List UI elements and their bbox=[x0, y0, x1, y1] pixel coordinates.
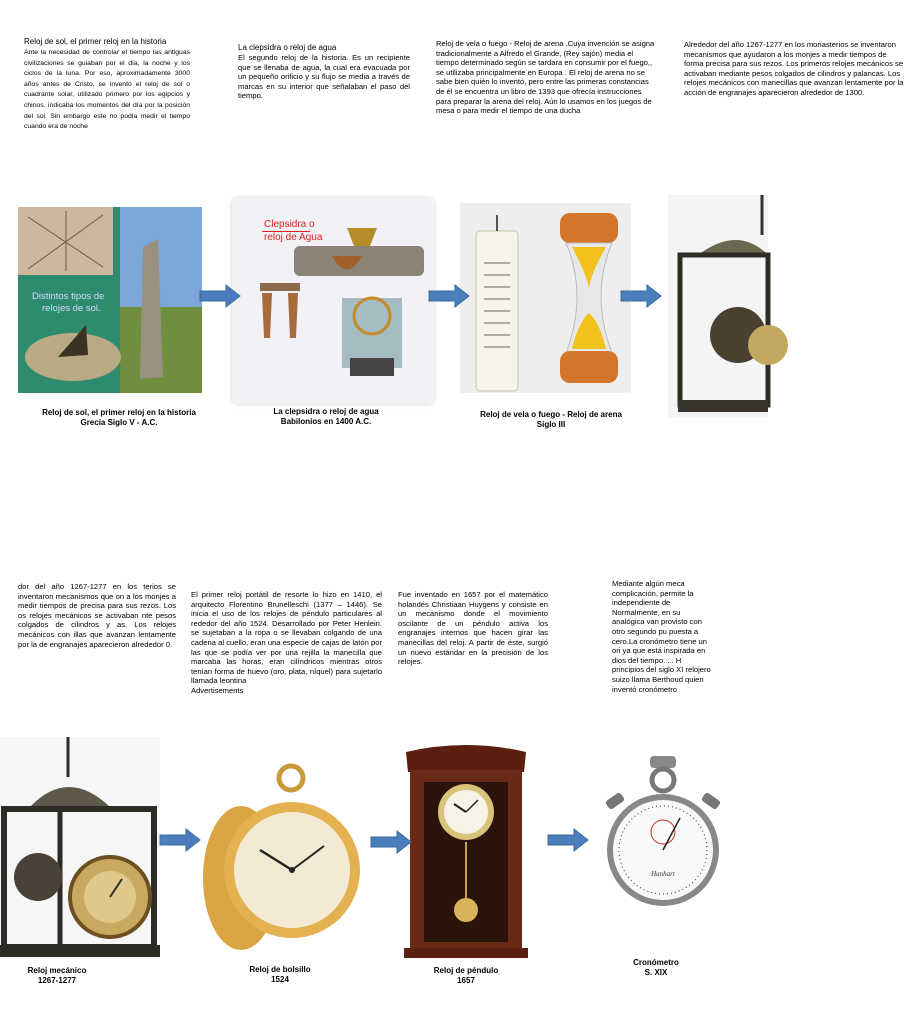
body-pocket: El primer reloj portátil de resorte lo hizo en 1410, el arquitecto Florentino Brunelleschi (1377 – 1446). Se inicia el uso de los relojes de péndulo particulares al rededor del año 1524. Desarrollado por Peter Henlein. se sujetaban a la ropa o se llevaban colgando de una cadena al cuello, eran una especie de cajas de latón por las que se podía ver por una rejilla la manecilla que marcaba las horas, eran cilíndricos mientras otros tenían forma de huevo (oro, plata, níquel) para sujetarlo llamada leontina bbox=[191, 590, 382, 686]
caption-clepsydra-line2: Babilonios en 1400 A.C. bbox=[280, 417, 372, 426]
caption-mechanical bbox=[12, 966, 102, 986]
text-chronometer bbox=[612, 579, 714, 729]
text-clepsydra bbox=[238, 43, 410, 113]
caption-clepsydra bbox=[236, 407, 416, 427]
caption-chronometer-line1: Cronómetro bbox=[633, 958, 679, 967]
clepsydra-label-1: Clepsidra o bbox=[264, 219, 315, 230]
sundial-label-1: Distintos tipos de bbox=[32, 291, 105, 302]
pocket-watch-image bbox=[196, 748, 372, 956]
caption-pocket-line2: 1524 bbox=[271, 975, 289, 984]
arrow-right-icon bbox=[429, 285, 469, 307]
arrow-right-icon bbox=[160, 829, 200, 851]
caption-candle-line2: Siglo III bbox=[536, 420, 566, 429]
arrow-right-icon bbox=[548, 829, 588, 851]
body-pendulum: Fue inventado en 1657 por el matemático holandés Christiaan Huygens y consiste en un mecanismo donde el movimiento oscilante de un péndulo activa los engranajes internos que hacen girar las manecillas del reloj. A partir de éste, surgió un nuevo estándar en la precisión de los relojes. bbox=[398, 590, 548, 667]
body-candle: Reloj de vela o fuego - Reloj de arena .Cuya invención se asigna tradicionalmente a Alfredo el Grande, (Rey sajón) media el tiempo determinado según se tardara en consumir por el fuego,, se utilizaba principalmente en Europa . El reloj de arena no se sabe bien quién lo inventó, pero entre las primeras constancias de él se encuentra un libro de 1393 que ofrecía instrucciones para preparar la arena del reloj. Aún lo usamos en los juegos de mesa o para medir el tiempo de una ducha bbox=[436, 39, 655, 116]
pendulum-clock-image bbox=[404, 742, 528, 958]
arrow-right-icon bbox=[371, 831, 411, 853]
title-clepsydra: La clepsidra o reloj de agua bbox=[238, 43, 337, 52]
caption-sundial-line2: Grecia Siglo V - A.C. bbox=[80, 418, 158, 427]
caption-pocket bbox=[226, 965, 334, 985]
body-chronometer: Mediante algún meca complicación, permite la independiente de Normalmente, en su analógica van provisto con otro segundo pu puesta a cero.La cronómetro tiene un ori ya que está inspirada en dios del tiempo. ... H principios del siglo XI relojero suizo llama Berthoud quien inventó cronómetro bbox=[612, 579, 711, 694]
text-mechanical-cut bbox=[684, 40, 904, 140]
caption-clepsydra-line1: La clepsidra o reloj de agua bbox=[273, 407, 379, 416]
clepsydra-label-2: reloj de Agua bbox=[264, 232, 323, 243]
body-sundial: Ante la necesidad de controlar el tiempo las antiguas civilizaciones se guiaban por el día, la noche y los ciclos de la luna. Por eso, aproximadamente 3000 años antes de Cristo, se inventó el reloj de sol o cuadrante solar, utilizado primero por los egipcios y chinos. indicaba los momentos del día por la posición del sol. Sin embargo este no podía medir el tiempo cuando era de noche bbox=[24, 49, 190, 131]
mechanical-clock-image bbox=[0, 737, 160, 959]
caption-candle-line1: Reloj de vela o fuego - Reloj de arena bbox=[480, 410, 622, 419]
clepsydra-image bbox=[232, 198, 434, 404]
text-candle bbox=[436, 39, 658, 134]
body-mechanical: dor del año 1267-1277 en los terios se inventaron mecanismos que on a los monjes a medir tiempos de precisa para sus rezos. Los os relojes mecánicos se activaban nte pesos colgados de cilindros y as. Los relojes mecánicos con illas que avanzan lentamente por la de engranajes aparecieron alrededor 0. bbox=[18, 582, 176, 649]
sundial-image bbox=[18, 207, 202, 393]
caption-pendulum bbox=[416, 966, 516, 986]
stopwatch-image bbox=[604, 754, 722, 910]
caption-sundial bbox=[14, 408, 224, 428]
caption-pendulum-line2: 1657 bbox=[457, 976, 475, 985]
stopwatch-brand: Hanhart bbox=[651, 870, 675, 878]
caption-candle bbox=[462, 410, 640, 430]
caption-chronometer bbox=[614, 958, 698, 978]
arrow-right-icon bbox=[200, 285, 240, 307]
text-mechanical bbox=[18, 582, 176, 690]
caption-pendulum-line1: Reloj de péndulo bbox=[433, 966, 499, 975]
text-pocket bbox=[191, 590, 382, 720]
text-sundial bbox=[24, 37, 190, 147]
sundial-label-2: relojes de sol. bbox=[42, 303, 101, 314]
arrow-right-icon bbox=[621, 285, 661, 307]
body-clepsydra: El segundo reloj de la historia. Es un recipiente que se llenaba de agua, la cual era evacuada por un pequeño orificio y su flujo se media a través de marcas en su interior que señalaban el paso del tiempo. bbox=[238, 53, 410, 101]
caption-chronometer-line2: S. XIX bbox=[644, 968, 668, 977]
caption-sundial-line1: Reloj de sol, el primer reloj en la historia bbox=[42, 408, 196, 417]
body-mechanical-cut: Alrededor del año 1267-1277 en los monasterios se inventaron mecanismos que ayudaron a los monjes a medir tiempos de forma precisa para sus rezos. Los primeros relojes mecánicos se activaban mediante pesos colgados de cilindros y palancas. Los relojes mecánicos con manecillas que avanzan lentamente por la acción de engranajes aparecieron alrededor de 1300. bbox=[684, 40, 904, 97]
text-pendulum bbox=[398, 590, 548, 682]
caption-mechanical-line1: Reloj mecánico bbox=[27, 966, 87, 975]
title-sundial: Reloj de sol, el primer reloj en la historia bbox=[24, 37, 167, 46]
mechanical-clock-image-cut bbox=[668, 195, 768, 418]
caption-pocket-line1: Reloj de bolsillo bbox=[249, 965, 311, 974]
caption-mechanical-line2: 1267-1277 bbox=[37, 976, 77, 985]
advertisements-label: Advertisements bbox=[191, 685, 244, 695]
candle-hourglass-image bbox=[460, 203, 631, 393]
